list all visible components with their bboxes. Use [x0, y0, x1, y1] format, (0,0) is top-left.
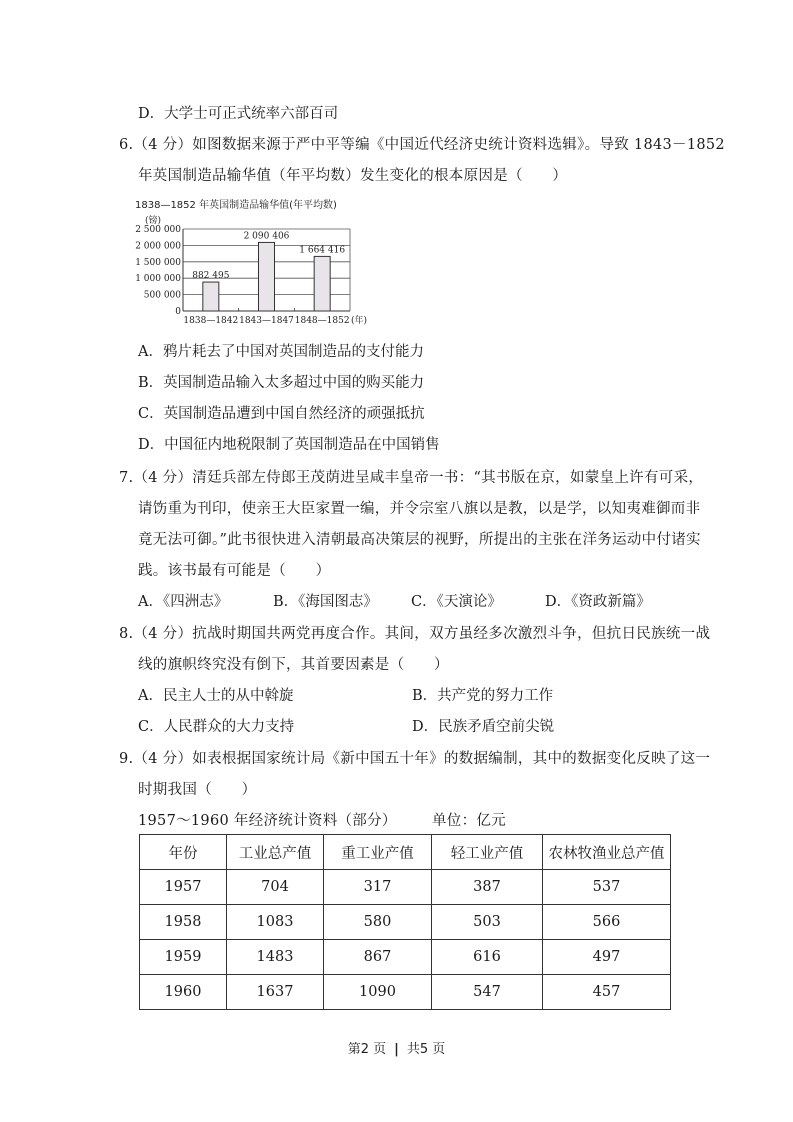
x-tick-label: 1838—1842	[183, 316, 239, 326]
x-tick-label: 1843—1847	[239, 316, 294, 326]
cell: 867	[324, 940, 432, 975]
q6-option-d[interactable]: D．中国征内地税限制了英国制造品在中国销售	[138, 437, 440, 453]
table-unit: 单位：亿元	[432, 813, 506, 829]
bar-chart	[130, 195, 400, 330]
cell: 503	[432, 905, 543, 940]
q8-option-d[interactable]: D．民族矛盾空前尖锐	[412, 719, 555, 735]
q7-option-a[interactable]: A．《四洲志》	[138, 594, 229, 610]
cell: 704	[227, 870, 324, 905]
y-tick-label: 2 000 000	[135, 241, 181, 252]
q7-stem-line-2: 请饬重为刊印，使亲王大臣家置一编，并令宗室八旗以是教，以是学，以知夷难御而非	[138, 501, 701, 517]
q6-option-c[interactable]: C．英国制造品遭到中国自然经济的顽强抵抗	[138, 406, 425, 422]
economic-stats-table	[139, 834, 671, 1010]
cell: 1959	[140, 940, 227, 975]
header-agriculture-total: 农林牧渔业总产值	[543, 835, 671, 870]
q7-option-c[interactable]: C．《天演论》	[411, 594, 502, 610]
q8-stem-line-2: 线的旗帜终究没有倒下，其首要因素是（ ）	[138, 657, 449, 673]
q9-stem-line-2: 时期我国（ ）	[138, 782, 257, 798]
q7-stem-line-1: 7.（4 分）清廷兵部左侍郎王茂荫进呈咸丰皇帝一书：“其书版在京，如蒙皇上许有可采，	[119, 470, 704, 486]
q7-stem-line-4: 践。该书最有可能是（ ）	[138, 563, 331, 579]
data-label: 2 090 406	[243, 231, 290, 242]
q6-option-b[interactable]: B．英国制造品输入太多超过中国的购买能力	[138, 375, 425, 391]
chart-title: 1838—1852 年英国制造品输华值(年平均数)	[135, 200, 337, 211]
cell: 387	[432, 870, 543, 905]
q5-option-d: D．大学士可正式统率六部百司	[138, 106, 339, 122]
y-tick-label: 0	[175, 307, 181, 317]
page-number: 第2 页	[347, 1042, 387, 1057]
table-row	[140, 905, 671, 940]
x-axis-label: (年)	[351, 316, 368, 326]
cell: 317	[324, 870, 432, 905]
q8-option-c[interactable]: C．人民群众的大力支持	[138, 719, 295, 735]
cell: 497	[543, 940, 671, 975]
page-total: 共5 页	[406, 1042, 446, 1057]
y-axis-label: (镑)	[145, 216, 162, 226]
cell: 457	[543, 975, 671, 1010]
bar	[314, 256, 330, 311]
q8-option-b[interactable]: B．共产党的努力工作	[412, 688, 554, 704]
x-tick-label: 1848—1852	[294, 316, 350, 326]
header-heavy-industry: 重工业产值	[324, 835, 432, 870]
page-footer	[0, 1038, 793, 1057]
data-label: 1 664 416	[299, 245, 346, 256]
y-tick-label: 500 000	[143, 290, 181, 301]
y-tick-label: 2 500 000	[135, 225, 181, 235]
cell: 1957	[140, 870, 227, 905]
table-caption: 1957～1960 年经济统计资料（部分）	[138, 813, 397, 829]
table-row	[140, 870, 671, 905]
cell: 616	[432, 940, 543, 975]
q8-stem-line-1: 8.（4 分）抗战时期国共两党再度合作。其间，双方虽经多次激烈斗争，但抗日民族统一战	[119, 626, 711, 642]
bar	[203, 282, 219, 311]
y-tick-label: 1 000 000	[135, 274, 181, 285]
q6-stem-line-2: 年英国制造品输华值（年平均数）发生变化的根本原因是（ ）	[138, 168, 568, 184]
q6-option-a[interactable]: A．鸦片耗去了中国对英国制造品的支付能力	[138, 344, 424, 360]
cell: 1083	[227, 905, 324, 940]
table-row	[140, 940, 671, 975]
cell: 580	[324, 905, 432, 940]
footer-separator: |	[394, 1042, 399, 1057]
header-industrial-total: 工业总产值	[227, 835, 324, 870]
cell: 566	[543, 905, 671, 940]
header-year: 年份	[140, 835, 227, 870]
cell: 537	[543, 870, 671, 905]
cell: 1960	[140, 975, 227, 1010]
header-light-industry: 轻工业产值	[432, 835, 543, 870]
cell: 1958	[140, 905, 227, 940]
cell: 1483	[227, 940, 324, 975]
q7-option-d[interactable]: D．《资政新篇》	[545, 594, 651, 610]
q7-stem-line-3: 竟无法可御。”此书很快进入清朝最高决策层的视野，所提出的主张在洋务运动中付诸实	[138, 532, 701, 548]
y-tick-label: 1 500 000	[135, 257, 181, 268]
cell: 1090	[324, 975, 432, 1010]
cell: 547	[432, 975, 543, 1010]
q9-stem-line-1: 9.（4 分）如表根据国家统计局《新中国五十年》的数据编制，其中的数据变化反映了这一	[119, 751, 711, 767]
q7-option-b[interactable]: B．《海国图志》	[273, 594, 378, 610]
data-label: 882 495	[192, 271, 230, 282]
q8-option-a[interactable]: A．民主人士的从中斡旋	[138, 688, 294, 704]
bar	[259, 242, 275, 311]
table-row	[140, 975, 671, 1010]
table-header-row	[140, 835, 671, 870]
cell: 1637	[227, 975, 324, 1010]
q6-stem-line-1: 6.（4 分）如图数据来源于严中平等编《中国近代经济史统计资料选辑》。导致 1843－1852	[119, 137, 725, 153]
